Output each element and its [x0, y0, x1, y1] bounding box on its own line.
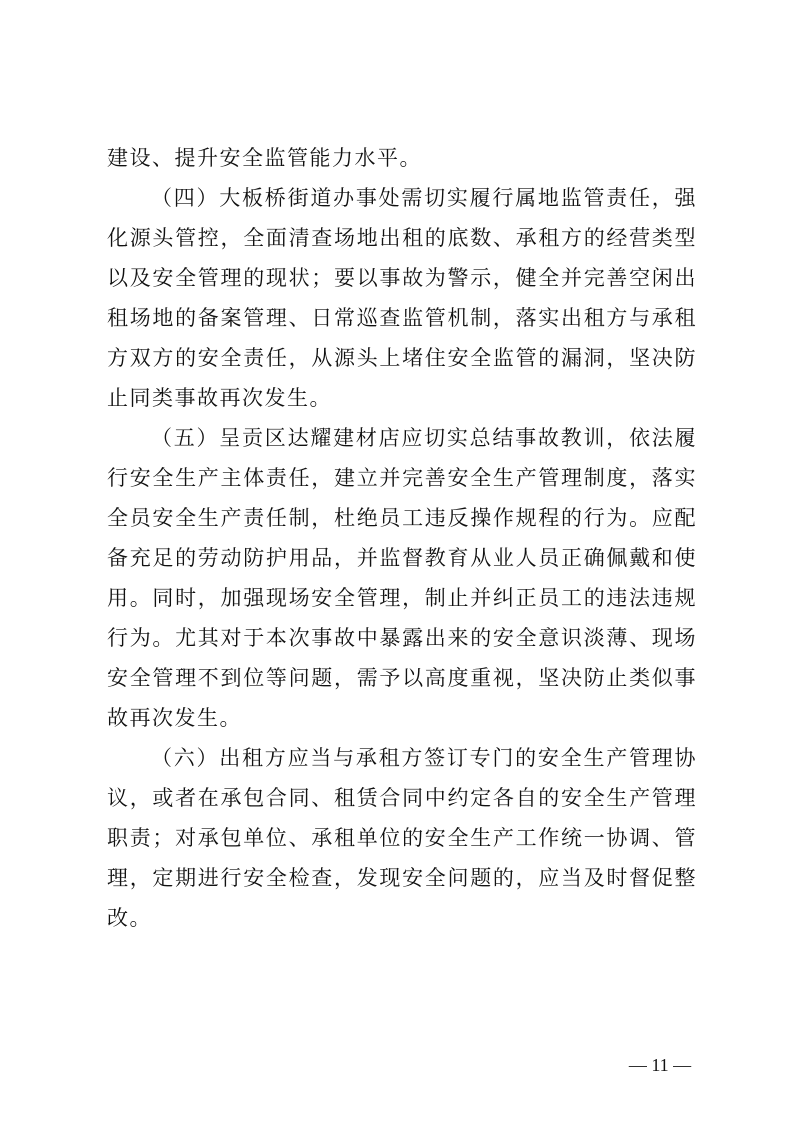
- body-text: [107, 138, 697, 938]
- paragraph-item-6: （六）出租方应当与承租方签订专门的安全生产管理协议，或者在承包合同、租赁合同中约定各自的安全生产管理职责；对承包单位、承租单位的安全生产工作统一协调、管理，定期进行安全检查，发现安全问题的，应当及时督促整改。: [107, 746, 697, 930]
- paragraph-item-5: （五）呈贡区达耀建材店应切实总结事故教训，依法履行安全生产主体责任，建立并完善安全生产管理制度，落实全员安全生产责任制，杜绝员工违反操作规程的行为。应配备充足的劳动防护用品，并监督教育从业人员正确佩戴和使用。同时，加强现场安全管理，制止并纠正员工的违法违规行为。尤其对于本次事故中暴露出来的安全意识淡薄、现场安全管理不到位等问题，需予以高度重视，坚决防止类似事故再次发生。: [107, 426, 697, 730]
- page-number: — 11 —: [628, 1055, 692, 1075]
- paragraph-item-4: （四）大板桥街道办事处需切实履行属地监管责任，强化源头管控，全面清查场地出租的底数、承租方的经营类型以及安全管理的现状；要以事故为警示，健全并完善空闲出租场地的备案管理、日常巡查监管机制，落实出租方与承租方双方的安全责任，从源头上堵住安全监管的漏洞，坚决防止同类事故再次发生。: [107, 186, 697, 410]
- paragraph-continuation: 建设、提升安全监管能力水平。: [107, 146, 422, 170]
